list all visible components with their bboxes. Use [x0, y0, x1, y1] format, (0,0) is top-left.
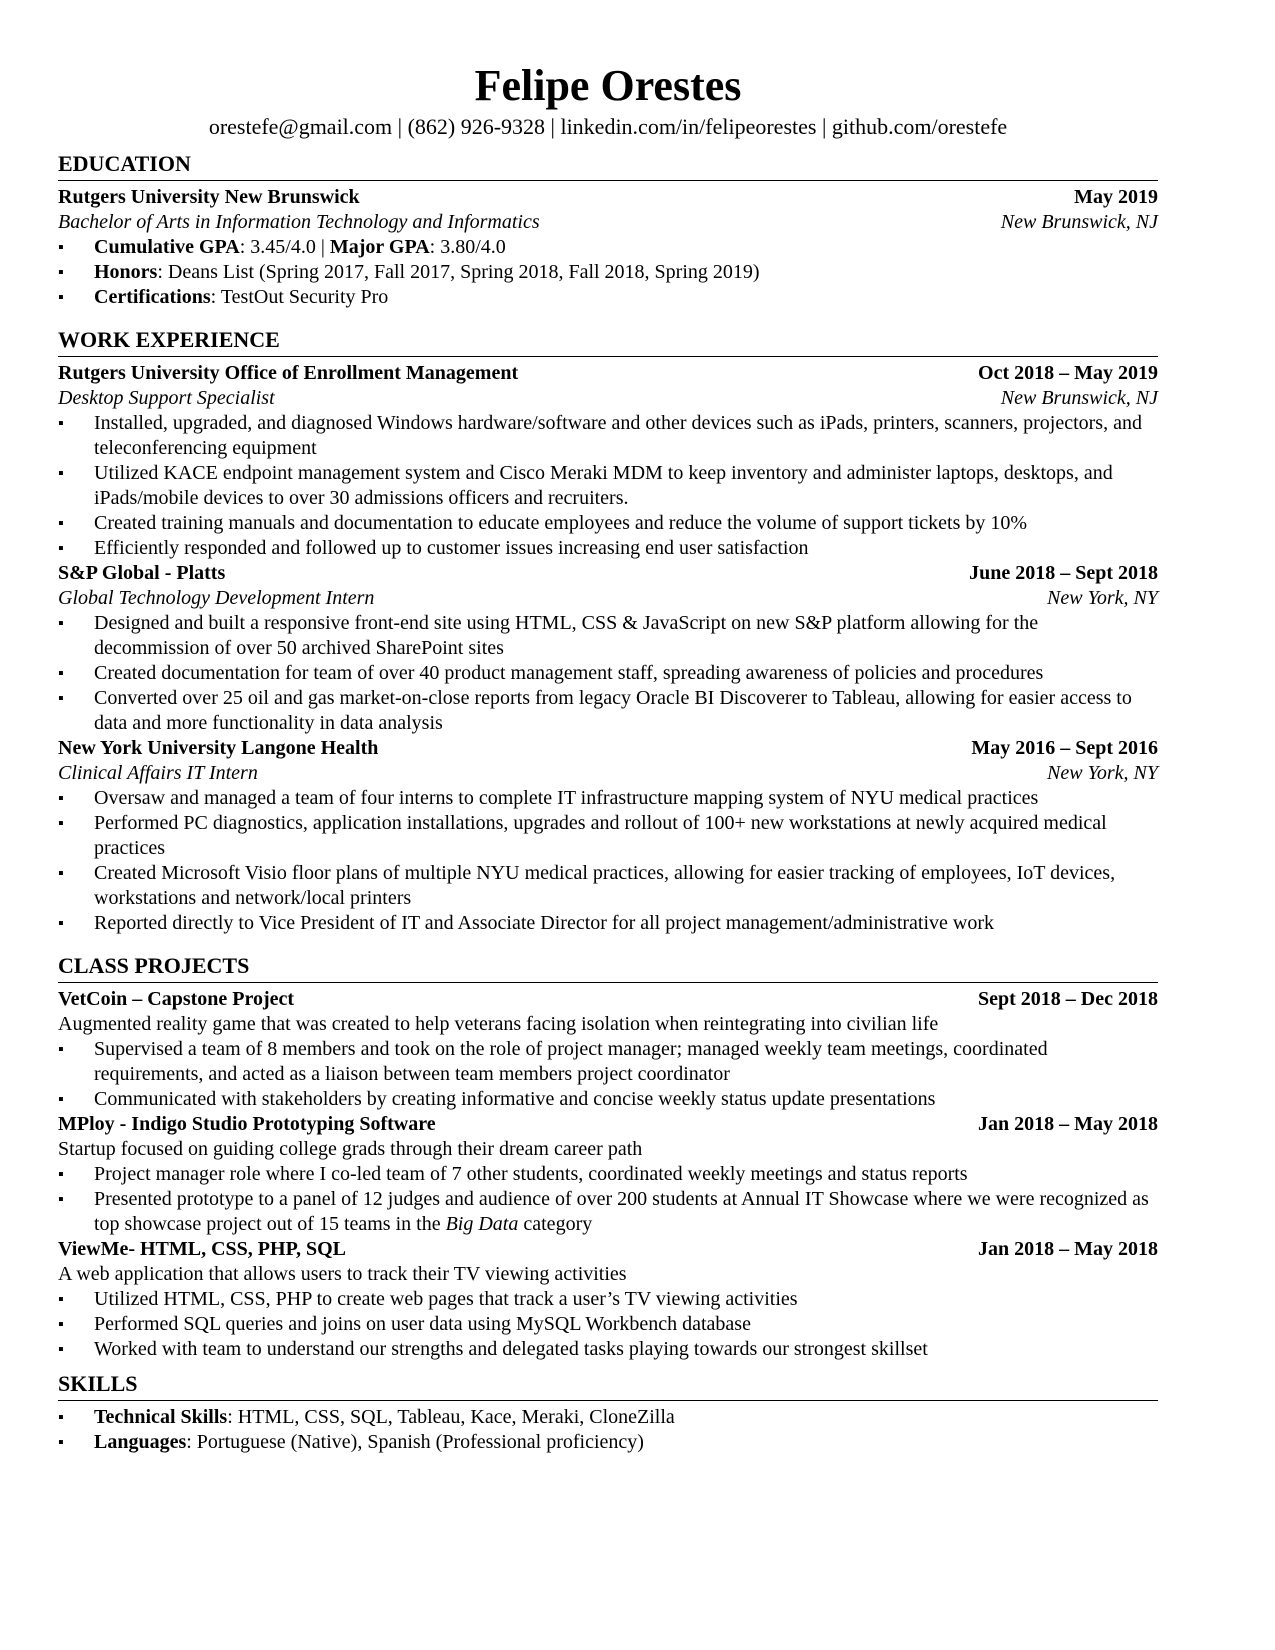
technical-skills-label: Technical Skills [94, 1406, 228, 1428]
job-organization: Rutgers University Office of Enrollment Management [58, 362, 519, 384]
education-degree-row [58, 210, 1158, 235]
list-item: ▪ Performed SQL queries and joins on user data using MySQL Workbench database [58, 1312, 1158, 1337]
languages-label: Languages [94, 1431, 187, 1453]
project-description: A web application that allows users to track their TV viewing activities [58, 1263, 627, 1285]
job-header-row [58, 736, 1158, 761]
work-heading: WORK EXPERIENCE [58, 326, 1158, 357]
job-date: May 2016 – Sept 2016 [971, 737, 1158, 759]
list-item: ▪ Created documentation for team of over 40 product management staff, spreading awareness of policies and procedures [58, 661, 1158, 686]
list-item: ▪ Supervised a team of 8 members and took on the role of project manager; managed weekly team meetings, coordinated requirements, and acted as a liaison between team members project coordinator [58, 1037, 1158, 1087]
projects-heading: CLASS PROJECTS [58, 952, 1158, 983]
gpa-value: : 3.45/4.0 | [239, 236, 330, 258]
project-description: Startup focused on guiding college grads through their dream career path [58, 1138, 643, 1160]
job-header-row [58, 561, 1158, 586]
project-date: Sept 2018 – Dec 2018 [978, 988, 1158, 1010]
list-item: ▪ Oversaw and managed a team of four interns to complete IT infrastructure mapping system of NYU medical practices [58, 786, 1158, 811]
project-date: Jan 2018 – May 2018 [978, 1238, 1158, 1260]
bullet-text: category [518, 1213, 593, 1235]
list-item [58, 1405, 1158, 1430]
project-name: ViewMe- HTML, CSS, PHP, SQL [58, 1238, 346, 1260]
list-item: ▪ Communicated with stakeholders by creating informative and concise weekly status update presentations [58, 1087, 1158, 1112]
job-location: New Brunswick, NJ [1000, 387, 1158, 409]
project-header-row [58, 1112, 1158, 1137]
job-role-row [58, 586, 1158, 611]
resume-page [58, 60, 1158, 1455]
education-location: New Brunswick, NJ [1000, 211, 1158, 233]
project-date: Jan 2018 – May 2018 [978, 1113, 1158, 1135]
list-item [58, 260, 1158, 285]
education-header-row [58, 185, 1158, 210]
major-gpa-label: Major GPA [329, 236, 430, 258]
list-item [58, 235, 1158, 260]
job-organization: S&P Global - Platts [58, 562, 226, 584]
project-bullets [58, 1287, 1158, 1362]
honors-value: : Deans List (Spring 2017, Fall 2017, Spring 2018, Fall 2018, Spring 2019) [157, 261, 760, 283]
job-date: Oct 2018 – May 2019 [978, 362, 1158, 384]
project-name: VetCoin – Capstone Project [58, 988, 295, 1010]
education-section [58, 181, 1158, 310]
list-item: ▪ Installed, upgraded, and diagnosed Windows hardware/software and other devices such as iPads, printers, scanners, projectors, and teleconferencing equipment [58, 411, 1158, 461]
list-item [58, 1187, 1158, 1237]
school-name: Rutgers University New Brunswick [58, 186, 360, 208]
skills-section [58, 1401, 1158, 1455]
job-organization: New York University Langone Health [58, 737, 379, 759]
list-item: ▪ Utilized HTML, CSS, PHP to create web pages that track a user’s TV viewing activities [58, 1287, 1158, 1312]
major-gpa-value: : 3.80/4.0 [429, 236, 506, 258]
job-role: Clinical Affairs IT Intern [58, 762, 258, 784]
project-header-row [58, 1237, 1158, 1262]
bullet-text: Presented prototype to a panel of 12 judges and audience of over 200 students at Annual IT Showcase where we were recognized as top showcase project out of 15 teams in the [94, 1188, 1149, 1235]
project-name: MPloy - Indigo Studio Prototyping Software [58, 1113, 436, 1135]
degree: Bachelor of Arts in Information Technology and Informatics [58, 211, 540, 233]
education-heading: EDUCATION [58, 150, 1158, 181]
skills-heading: SKILLS [58, 1370, 1158, 1401]
work-section [58, 357, 1158, 936]
list-item: ▪ Utilized KACE endpoint management system and Cisco Meraki MDM to keep inventory and administer laptops, desktops, and iPads/mobile devices to over 30 admissions officers and recruiters. [58, 461, 1158, 511]
job-header-row [58, 361, 1158, 386]
projects-section [58, 983, 1158, 1362]
list-item: ▪ Designed and built a responsive front-end site using HTML, CSS & JavaScript on new S&P platform allowing for the decommission of over 50 archived SharePoint sites [58, 611, 1158, 661]
job-role: Desktop Support Specialist [58, 387, 275, 409]
technical-skills-value: : HTML, CSS, SQL, Tableau, Kace, Meraki, CloneZilla [227, 1406, 675, 1428]
job-date: June 2018 – Sept 2018 [969, 562, 1158, 584]
list-item: ▪ Worked with team to understand our strengths and delegated tasks playing towards our strongest skillset [58, 1337, 1158, 1362]
job-bullets [58, 786, 1158, 936]
certifications-label: Certifications [94, 286, 211, 308]
contact-line: orestefe@gmail.com | (862) 926-9328 | linkedin.com/in/felipeorestes | github.com/orestefe [208, 114, 1008, 139]
list-item: ▪ Efficiently responded and followed up to customer issues increasing end user satisfaction [58, 536, 1158, 561]
honors-label: Honors [94, 261, 158, 283]
job-role: Global Technology Development Intern [58, 587, 375, 609]
project-bullets [58, 1037, 1158, 1112]
list-item [58, 1430, 1158, 1455]
education-bullets [58, 235, 1158, 310]
job-location: New York, NY [1047, 762, 1158, 784]
certifications-value: : TestOut Security Pro [210, 286, 389, 308]
languages-value: : Portuguese (Native), Spanish (Professional proficiency) [186, 1431, 644, 1453]
list-item: ▪ Project manager role where I co-led team of 7 other students, coordinated weekly meetings and status reports [58, 1162, 1158, 1187]
job-bullets [58, 611, 1158, 736]
gpa-label: Cumulative GPA [94, 236, 240, 258]
category-name: Big Data [445, 1213, 519, 1235]
skills-bullets [58, 1405, 1158, 1455]
project-bullets [58, 1162, 1158, 1237]
job-location: New York, NY [1047, 587, 1158, 609]
candidate-name: Felipe Orestes [474, 61, 742, 110]
list-item: ▪ Created Microsoft Visio floor plans of multiple NYU medical practices, allowing for easier tracking of employees, IoT devices, workstations and network/local printers [58, 861, 1158, 911]
job-role-row [58, 386, 1158, 411]
list-item: ▪ Created training manuals and documentation to educate employees and reduce the volume of support tickets by 10% [58, 511, 1158, 536]
list-item: ▪ Reported directly to Vice President of IT and Associate Director for all project management/administrative work [58, 911, 1158, 936]
project-description: Augmented reality game that was created to help veterans facing isolation when reintegrating into civilian life [58, 1013, 939, 1035]
job-role-row [58, 761, 1158, 786]
list-item [58, 285, 1158, 310]
education-date: May 2019 [1074, 186, 1158, 208]
project-header-row [58, 987, 1158, 1012]
list-item: ▪ Performed PC diagnostics, application installations, upgrades and rollout of 100+ new workstations at newly acquired medical practices [58, 811, 1158, 861]
job-bullets [58, 411, 1158, 561]
list-item: ▪ Converted over 25 oil and gas market-on-close reports from legacy Oracle BI Discoverer to Tableau, allowing for easier access to data and more functionality in data analysis [58, 686, 1158, 736]
